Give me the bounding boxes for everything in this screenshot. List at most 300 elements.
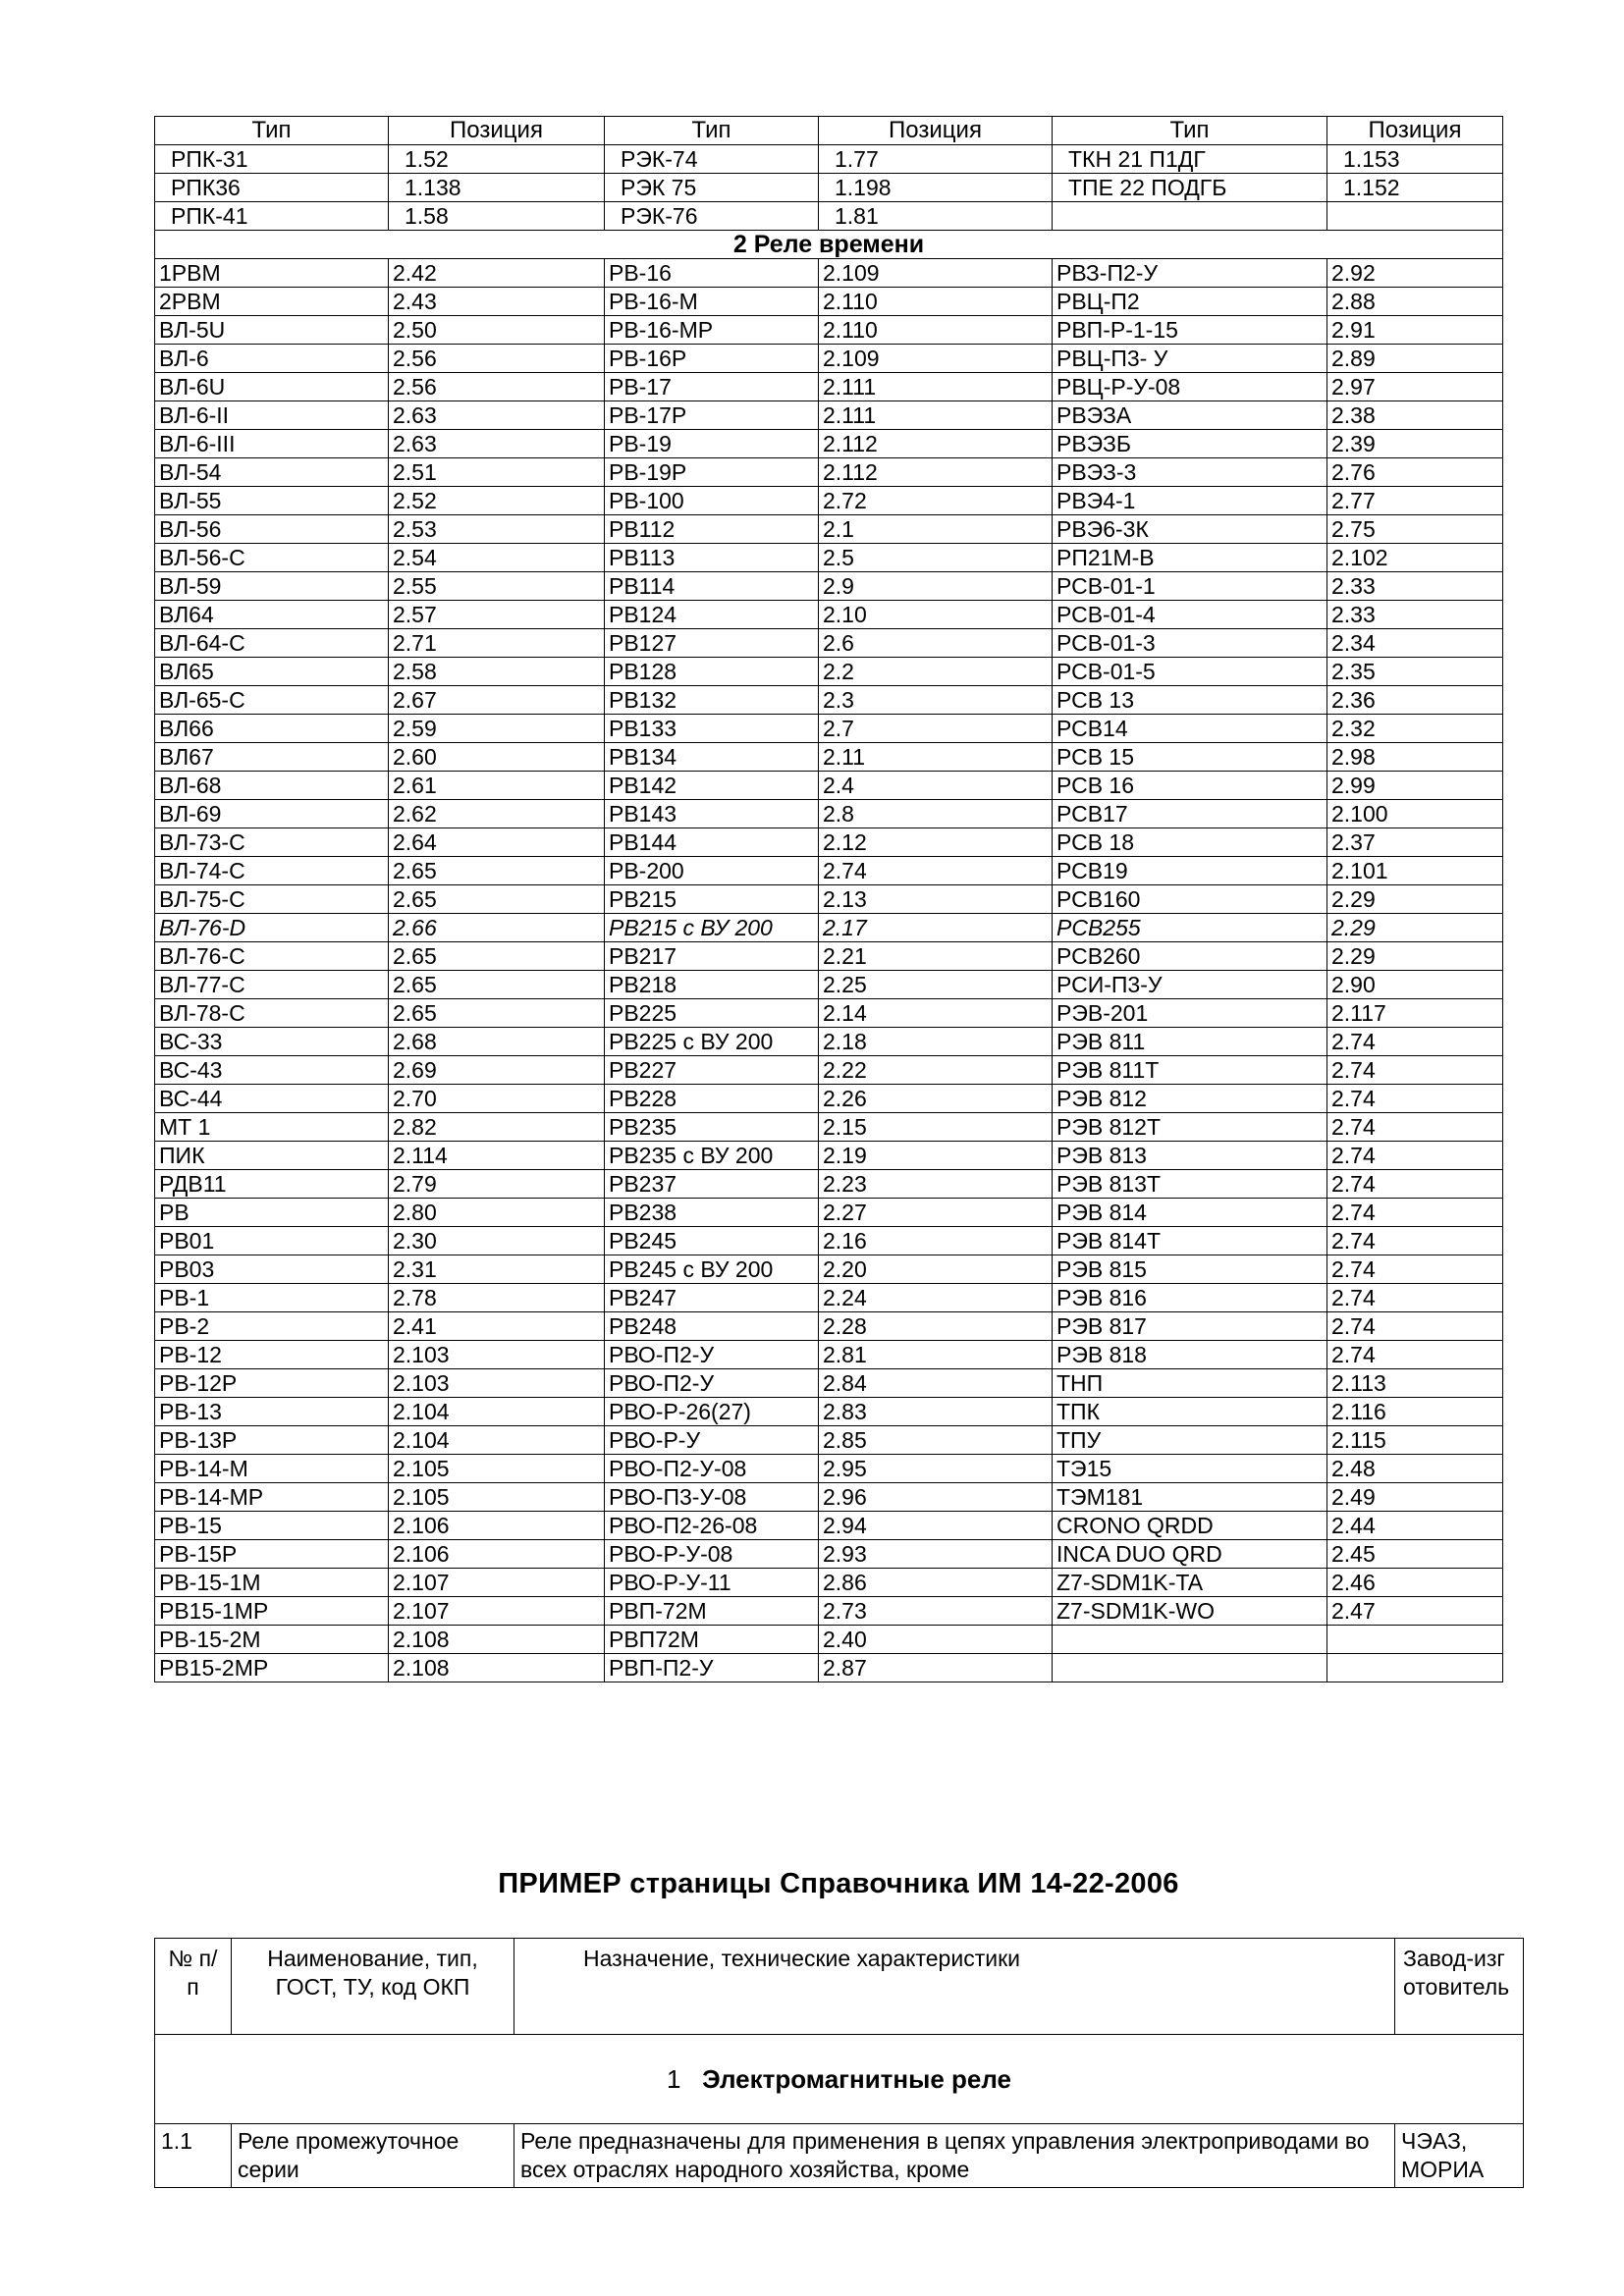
type-cell: Z7-SDM1K-WO (1053, 1597, 1327, 1626)
type-cell: ВЛ65 (155, 658, 389, 686)
header-manufacturer: Завод-изготовитель (1395, 1939, 1524, 2035)
type-cell: ВЛ-69 (155, 800, 389, 828)
type-cell: РВ237 (605, 1170, 819, 1199)
position-cell: 2.68 (389, 1028, 605, 1056)
type-cell: РВ-17Р (605, 401, 819, 430)
position-cell: 2.33 (1327, 601, 1503, 629)
type-cell: РВ-14-М (155, 1455, 389, 1483)
position-cell: 2.107 (389, 1597, 605, 1626)
type-cell: РВ144 (605, 828, 819, 857)
type-cell: РВП-П2-У (605, 1654, 819, 1682)
table-row (155, 914, 1503, 942)
section-title: 2 Реле времени (155, 231, 1503, 259)
position-cell: 2.3 (819, 686, 1053, 715)
position-cell: 2.106 (389, 1512, 605, 1540)
position-cell: 2.110 (819, 316, 1053, 345)
position-cell: 2.49 (1327, 1483, 1503, 1512)
table-row (155, 1028, 1503, 1056)
type-cell: ТНП (1053, 1369, 1327, 1398)
type-cell: РВП-Р-1-15 (1053, 316, 1327, 345)
type-cell: МТ 1 (155, 1113, 389, 1142)
example-data-row (155, 2124, 1524, 2188)
type-cell: РВ113 (605, 544, 819, 572)
position-cell: 1.152 (1327, 174, 1503, 202)
type-cell: РВ-16-МР (605, 316, 819, 345)
type-cell: РВ134 (605, 743, 819, 772)
type-cell: ВЛ-56 (155, 515, 389, 544)
type-cell: РВ-17 (605, 373, 819, 401)
type-cell: РЭК-76 (605, 202, 819, 231)
position-cell: 2.53 (389, 515, 605, 544)
type-cell: РВ-19Р (605, 458, 819, 487)
table-row (155, 999, 1503, 1028)
example-header-row (155, 1939, 1524, 2035)
table-row (155, 1113, 1503, 1142)
type-cell: РВ248 (605, 1312, 819, 1341)
position-cell: 2.12 (819, 828, 1053, 857)
type-cell: РПК-31 (155, 145, 389, 174)
type-cell: РВ235 (605, 1113, 819, 1142)
position-cell: 2.99 (1327, 772, 1503, 800)
col-header-position: Позиция (1327, 117, 1503, 145)
type-cell: РСВ 13 (1053, 686, 1327, 715)
position-cell: 2.9 (819, 572, 1053, 601)
position-cell: 2.83 (819, 1398, 1053, 1426)
type-cell: РСВ17 (1053, 800, 1327, 828)
type-cell: РВО-Р-26(27) (605, 1398, 819, 1426)
type-cell: РВ142 (605, 772, 819, 800)
position-cell: 2.41 (389, 1312, 605, 1341)
position-cell: 2.5 (819, 544, 1053, 572)
type-cell: РВ-12 (155, 1341, 389, 1369)
table-row (155, 1426, 1503, 1455)
position-cell: 2.10 (819, 601, 1053, 629)
table-row (155, 885, 1503, 914)
type-cell: РВ-13 (155, 1398, 389, 1426)
position-cell: 1.138 (389, 174, 605, 202)
position-cell: 2.30 (389, 1227, 605, 1255)
table-row (155, 1284, 1503, 1312)
type-cell: ТКН 21 П1ДГ (1053, 145, 1327, 174)
type-cell: РВ245 (605, 1227, 819, 1255)
table-row (155, 1540, 1503, 1569)
table-row (155, 1085, 1503, 1113)
table-row (155, 1056, 1503, 1085)
type-cell: ТЭМ181 (1053, 1483, 1327, 1512)
type-cell: ВЛ-75-С (155, 885, 389, 914)
type-cell: ВС-44 (155, 1085, 389, 1113)
section-heading-row (155, 231, 1503, 259)
position-cell: 2.109 (819, 259, 1053, 288)
type-cell: РЭВ 811Т (1053, 1056, 1327, 1085)
type-cell: ВЛ-55 (155, 487, 389, 515)
position-cell: 2.111 (819, 373, 1053, 401)
position-cell: 2.29 (1327, 942, 1503, 971)
position-cell: 2.79 (389, 1170, 605, 1199)
type-cell: ВС-43 (155, 1056, 389, 1085)
type-cell: РВЗ-П2-У (1053, 259, 1327, 288)
table-row (155, 1597, 1503, 1626)
col-header-position: Позиция (389, 117, 605, 145)
position-cell: 2.74 (1327, 1255, 1503, 1284)
position-cell: 2.2 (819, 658, 1053, 686)
example-page-table (154, 1938, 1524, 2188)
type-cell: ВЛ-64-С (155, 629, 389, 658)
type-cell: РВ245 с ВУ 200 (605, 1255, 819, 1284)
type-cell: ВЛ-65-С (155, 686, 389, 715)
type-cell: РВ15-2МР (155, 1654, 389, 1682)
type-cell: РСВ 18 (1053, 828, 1327, 857)
example-section-cell (155, 2035, 1524, 2124)
position-cell: 2.100 (1327, 800, 1503, 828)
type-cell: РВ127 (605, 629, 819, 658)
type-cell: РВП72М (605, 1626, 819, 1654)
position-cell: 2.50 (389, 316, 605, 345)
type-cell: РВЭ4-1 (1053, 487, 1327, 515)
type-cell (1053, 202, 1327, 231)
row-purpose: Реле предназначены для применения в цепях управления электроприводами во всех отраслях народного хозяйства, кроме (514, 2124, 1395, 2188)
table-row (155, 1654, 1503, 1682)
type-cell: ВЛ-6-II (155, 401, 389, 430)
type-cell: РСИ-П3-У (1053, 971, 1327, 999)
position-cell: 2.1 (819, 515, 1053, 544)
type-cell: ВЛ-59 (155, 572, 389, 601)
table-row (155, 316, 1503, 345)
type-cell: РВ227 (605, 1056, 819, 1085)
position-cell: 2.96 (819, 1483, 1053, 1512)
type-cell: ПИК (155, 1142, 389, 1170)
table-row (155, 772, 1503, 800)
position-cell: 2.74 (1327, 1028, 1503, 1056)
type-cell: РВ-100 (605, 487, 819, 515)
type-cell: РВ-200 (605, 857, 819, 885)
position-cell: 2.8 (819, 800, 1053, 828)
position-cell: 1.198 (819, 174, 1053, 202)
position-cell: 2.65 (389, 971, 605, 999)
table-row (155, 1227, 1503, 1255)
table-row (155, 288, 1503, 316)
table-row (155, 458, 1503, 487)
position-cell (1327, 1654, 1503, 1682)
table-row (155, 828, 1503, 857)
type-cell: РВО-П2-У (605, 1341, 819, 1369)
type-cell: РВ124 (605, 601, 819, 629)
position-cell: 2.102 (1327, 544, 1503, 572)
type-cell: ВЛ-6U (155, 373, 389, 401)
position-cell: 2.93 (819, 1540, 1053, 1569)
position-cell (1327, 1626, 1503, 1654)
type-cell: РВ215 с ВУ 200 (605, 914, 819, 942)
position-cell: 2.40 (819, 1626, 1053, 1654)
type-cell: ВЛ66 (155, 715, 389, 743)
type-cell: РВ (155, 1199, 389, 1227)
position-cell: 2.65 (389, 999, 605, 1028)
type-cell: РВ-14-МР (155, 1483, 389, 1512)
type-cell: РП21М-В (1053, 544, 1327, 572)
type-cell: РЭВ 814Т (1053, 1227, 1327, 1255)
position-cell: 2.92 (1327, 259, 1503, 288)
position-cell: 2.11 (819, 743, 1053, 772)
row-number: 1.1 (155, 2124, 232, 2188)
table-row (155, 971, 1503, 999)
type-cell: РВО-П2-26-08 (605, 1512, 819, 1540)
position-cell: 2.43 (389, 288, 605, 316)
position-cell: 2.104 (389, 1398, 605, 1426)
position-cell: 2.111 (819, 401, 1053, 430)
type-cell: РВ-13Р (155, 1426, 389, 1455)
header-name: Наименование, тип, ГОСТ, ТУ, код ОКП (232, 1939, 514, 2035)
position-cell: 2.47 (1327, 1597, 1503, 1626)
type-cell: ТПК (1053, 1398, 1327, 1426)
type-cell: РВ-2 (155, 1312, 389, 1341)
type-cell: РЭК-74 (605, 145, 819, 174)
position-cell: 2.62 (389, 800, 605, 828)
position-cell: 2.6 (819, 629, 1053, 658)
position-cell: 2.19 (819, 1142, 1053, 1170)
position-cell: 2.28 (819, 1312, 1053, 1341)
type-cell: РВО-Р-У-08 (605, 1540, 819, 1569)
type-cell: РЭК 75 (605, 174, 819, 202)
position-cell: 2.114 (389, 1142, 605, 1170)
type-cell: РВ-15 (155, 1512, 389, 1540)
position-cell: 2.108 (389, 1654, 605, 1682)
type-cell: ВЛ67 (155, 743, 389, 772)
type-cell: РДВ11 (155, 1170, 389, 1199)
type-cell: РСВ 16 (1053, 772, 1327, 800)
type-cell: РВО-Р-У-11 (605, 1569, 819, 1597)
type-cell: РВ-16 (605, 259, 819, 288)
table-row (155, 1483, 1503, 1512)
position-cell: 2.74 (1327, 1284, 1503, 1312)
table-row (155, 572, 1503, 601)
position-cell: 2.74 (1327, 1113, 1503, 1142)
type-cell: РВ143 (605, 800, 819, 828)
position-cell: 2.115 (1327, 1426, 1503, 1455)
type-cell: ВЛ64 (155, 601, 389, 629)
type-cell: РСВ260 (1053, 942, 1327, 971)
type-cell: РВЦ-Р-У-08 (1053, 373, 1327, 401)
position-cell: 2.78 (389, 1284, 605, 1312)
type-cell: РВ217 (605, 942, 819, 971)
position-cell: 2.59 (389, 715, 605, 743)
table-row (155, 1398, 1503, 1426)
position-cell: 2.4 (819, 772, 1053, 800)
type-cell: Z7-SDM1K-TA (1053, 1569, 1327, 1597)
position-cell: 2.23 (819, 1170, 1053, 1199)
section-number: 1 (667, 2063, 681, 2094)
position-cell: 2.108 (389, 1626, 605, 1654)
type-cell (1053, 1626, 1327, 1654)
position-cell: 2.13 (819, 885, 1053, 914)
position-cell: 2.56 (389, 345, 605, 373)
position-cell: 1.58 (389, 202, 605, 231)
position-cell: 2.107 (389, 1569, 605, 1597)
position-cell: 2.66 (389, 914, 605, 942)
col-header-type: Тип (605, 117, 819, 145)
type-cell: ТПУ (1053, 1426, 1327, 1455)
type-cell: РВ15-1МР (155, 1597, 389, 1626)
table-row (155, 373, 1503, 401)
table-row (155, 1199, 1503, 1227)
position-cell: 2.14 (819, 999, 1053, 1028)
type-cell: РЭВ 811 (1053, 1028, 1327, 1056)
position-cell: 2.113 (1327, 1369, 1503, 1398)
type-cell: ВЛ-68 (155, 772, 389, 800)
type-cell: РСВ14 (1053, 715, 1327, 743)
position-cell: 2.74 (1327, 1085, 1503, 1113)
position-cell: 2.61 (389, 772, 605, 800)
section-name: Электромагнитные реле (702, 2063, 1011, 2094)
position-cell: 2.84 (819, 1369, 1053, 1398)
position-cell: 2.26 (819, 1085, 1053, 1113)
position-cell: 2.29 (1327, 885, 1503, 914)
type-cell: РВЭ6-3К (1053, 515, 1327, 544)
table-row (155, 1512, 1503, 1540)
type-cell: РВ-19 (605, 430, 819, 458)
table-row (155, 1255, 1503, 1284)
position-cell: 2.112 (819, 430, 1053, 458)
position-cell: 2.7 (819, 715, 1053, 743)
position-cell: 2.39 (1327, 430, 1503, 458)
type-cell: РВЦ-П2 (1053, 288, 1327, 316)
position-cell: 2.81 (819, 1341, 1053, 1369)
position-cell: 2.27 (819, 1199, 1053, 1227)
type-cell: РЭВ 813 (1053, 1142, 1327, 1170)
position-cell: 2.35 (1327, 658, 1503, 686)
table-row (155, 658, 1503, 686)
position-cell: 2.65 (389, 857, 605, 885)
type-cell: ТПЕ 22 ПОДГБ (1053, 174, 1327, 202)
type-cell: РВО-П2-У (605, 1369, 819, 1398)
table-row (155, 686, 1503, 715)
type-cell: CRONO QRDD (1053, 1512, 1327, 1540)
type-cell: РВ-15-1М (155, 1569, 389, 1597)
position-cell: 2.82 (389, 1113, 605, 1142)
type-cell: ВЛ-76-D (155, 914, 389, 942)
table-row (155, 401, 1503, 430)
type-cell: ВЛ-78-С (155, 999, 389, 1028)
position-cell: 2.65 (389, 885, 605, 914)
type-cell: РВ03 (155, 1255, 389, 1284)
position-cell: 2.90 (1327, 971, 1503, 999)
type-cell: РВП-72М (605, 1597, 819, 1626)
position-cell: 2.64 (389, 828, 605, 857)
position-cell: 2.38 (1327, 401, 1503, 430)
table-row (155, 202, 1503, 231)
type-cell: ВЛ-6 (155, 345, 389, 373)
col-header-type: Тип (1053, 117, 1327, 145)
table-row (155, 942, 1503, 971)
type-cell: ВЛ-76-С (155, 942, 389, 971)
position-cell: 2.45 (1327, 1540, 1503, 1569)
type-cell: РЭВ 817 (1053, 1312, 1327, 1341)
type-cell: РЭВ 814 (1053, 1199, 1327, 1227)
position-cell: 2.91 (1327, 316, 1503, 345)
position-cell: 2.32 (1327, 715, 1503, 743)
type-cell: РСВ160 (1053, 885, 1327, 914)
type-cell: РВ-15Р (155, 1540, 389, 1569)
type-cell: РВО-П2-У-08 (605, 1455, 819, 1483)
position-cell: 2.51 (389, 458, 605, 487)
type-cell: РПК36 (155, 174, 389, 202)
header-purpose: Назначение, технические характеристики (514, 1939, 1395, 2035)
position-cell: 2.95 (819, 1455, 1053, 1483)
position-cell: 2.101 (1327, 857, 1503, 885)
position-cell: 2.31 (389, 1255, 605, 1284)
type-cell: РВ-16-М (605, 288, 819, 316)
position-cell: 2.98 (1327, 743, 1503, 772)
type-cell: РВ133 (605, 715, 819, 743)
type-cell: ВЛ-5U (155, 316, 389, 345)
type-cell: РВЭЗБ (1053, 430, 1327, 458)
position-cell: 2.54 (389, 544, 605, 572)
type-cell: РВО-Р-У (605, 1426, 819, 1455)
row-name: Реле промежуточное серии (232, 2124, 514, 2188)
col-header-type: Тип (155, 117, 389, 145)
table-row (155, 544, 1503, 572)
position-cell: 2.117 (1327, 999, 1503, 1028)
type-cell: РПК-41 (155, 202, 389, 231)
type-cell: РСВ-01-5 (1053, 658, 1327, 686)
table-row (155, 1341, 1503, 1369)
table-row (155, 1312, 1503, 1341)
position-cell: 2.103 (389, 1341, 605, 1369)
type-cell: 1РВМ (155, 259, 389, 288)
position-cell: 2.42 (389, 259, 605, 288)
table-row (155, 487, 1503, 515)
row-manufacturer: ЧЭАЗ, МОРИА (1395, 2124, 1524, 2188)
type-cell: РВО-П3-У-08 (605, 1483, 819, 1512)
table-row (155, 430, 1503, 458)
table-row (155, 857, 1503, 885)
position-cell: 2.74 (819, 857, 1053, 885)
type-cell: РВ225 (605, 999, 819, 1028)
type-cell: РЭВ 813Т (1053, 1170, 1327, 1199)
position-cell: 2.44 (1327, 1512, 1503, 1540)
position-cell: 2.94 (819, 1512, 1053, 1540)
position-cell: 2.74 (1327, 1312, 1503, 1341)
table-row (155, 1569, 1503, 1597)
type-cell: РВ235 с ВУ 200 (605, 1142, 819, 1170)
type-cell: РВ-15-2М (155, 1626, 389, 1654)
type-cell: РЭВ-201 (1053, 999, 1327, 1028)
position-cell: 2.29 (1327, 914, 1503, 942)
type-cell: РВ128 (605, 658, 819, 686)
type-cell: РВ228 (605, 1085, 819, 1113)
position-cell: 2.71 (389, 629, 605, 658)
position-cell: 2.86 (819, 1569, 1053, 1597)
type-cell: ВЛ-74-С (155, 857, 389, 885)
position-cell: 2.57 (389, 601, 605, 629)
position-cell: 2.15 (819, 1113, 1053, 1142)
type-cell (1053, 1654, 1327, 1682)
position-cell: 2.17 (819, 914, 1053, 942)
position-cell: 2.18 (819, 1028, 1053, 1056)
type-cell: ВЛ-73-С (155, 828, 389, 857)
index-body (155, 145, 1503, 1682)
position-cell: 1.77 (819, 145, 1053, 174)
position-cell: 2.104 (389, 1426, 605, 1455)
type-cell: РСВ 15 (1053, 743, 1327, 772)
position-cell: 2.48 (1327, 1455, 1503, 1483)
type-cell: РСВ-01-3 (1053, 629, 1327, 658)
type-cell: 2РВМ (155, 288, 389, 316)
position-cell: 2.52 (389, 487, 605, 515)
type-cell: РЭВ 818 (1053, 1341, 1327, 1369)
position-cell: 2.65 (389, 942, 605, 971)
position-cell: 2.70 (389, 1085, 605, 1113)
position-cell: 2.20 (819, 1255, 1053, 1284)
